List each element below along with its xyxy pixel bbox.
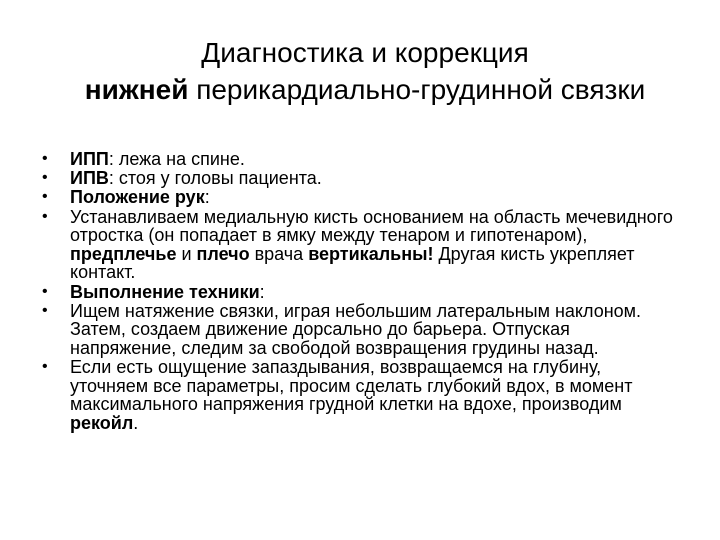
title-bold-word: нижней [84,74,189,105]
bullet-text: Ищем натяжение связки, играя небольшим латеральным наклоном. Затем, создаем движение дорсально до барьера. Отпуская напряжение, следим за свободой возвращения грудины назад. [70,300,642,358]
slide-title [40,34,690,108]
bullet-text: Другая кисть укрепляет контакт. [70,243,635,283]
bullet-dot: • [42,188,48,206]
bullet-dot: • [42,301,48,319]
bullet-dot: • [42,150,48,167]
list-item [40,283,680,302]
bullet-bold-text: вертикальны! [308,243,434,264]
bullet-bold-text: предплечье [70,243,177,264]
bullet-list [40,150,680,433]
bullet-bold-text: ИПП [70,149,109,169]
bullet-text: и [176,243,197,264]
bullet-text: : [204,187,210,208]
list-item [40,150,680,169]
list-item [40,208,680,282]
title-line-2 [40,71,690,108]
bullet-text: : лежа на спине. [108,149,245,169]
bullet-text: . [133,412,139,433]
bullet-bold-text: Выполнение техники [70,281,260,302]
list-item [40,188,680,207]
bullet-bold-text: плечо [196,243,250,264]
bullet-text: : стоя у головы пациента. [108,168,322,189]
bullet-text: Если есть ощущение запаздывания, возвращаемся на глубину, уточняем все параметры, просим сделать глубокий вдох, в момент максимального напряжения грудной клетки на вдохе, производим [70,357,633,415]
bullet-text: врача [249,243,309,264]
bullet-bold-text: рекойл [70,412,134,433]
bullet-dot: • [42,207,48,225]
title-line-1: Диагностика и коррекция [201,37,529,68]
list-item [40,302,680,358]
bullet-dot: • [42,169,48,187]
bullet-dot: • [42,282,48,300]
bullet-text: : [259,281,265,302]
bullet-dot: • [42,358,48,376]
bullet-bold-text: Положение рук [70,187,205,208]
list-item [40,358,680,432]
bullet-text: Устанавливаем медиальную кисть основанием на область мечевидного отростка (он попадает в ямку между тенаром и гипотенаром), [70,206,673,246]
bullet-bold-text: ИПВ [70,168,109,189]
list-item [40,169,680,188]
title-line-2-text: перикардиально-грудинной связки [188,74,646,105]
